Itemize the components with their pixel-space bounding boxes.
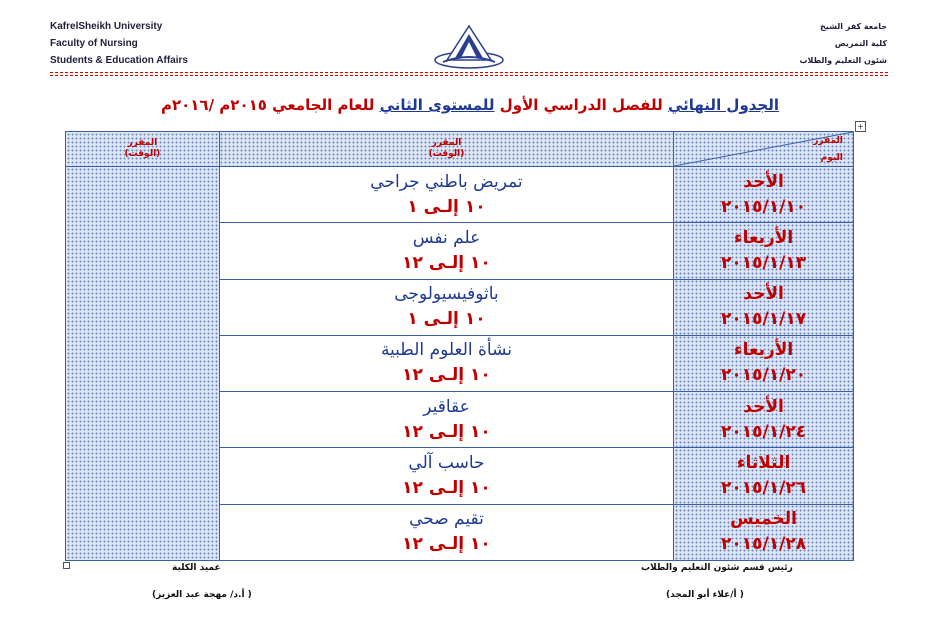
day-cell bbox=[674, 167, 854, 223]
schedule-table bbox=[65, 131, 854, 561]
course-cell bbox=[219, 448, 673, 504]
exam-date: ٢٠١٥/١/٢٤ bbox=[721, 421, 807, 442]
page-title bbox=[120, 96, 820, 114]
day-name: الأربعاء bbox=[733, 340, 794, 361]
exam-date: ٢٠١٥/١/٢٦ bbox=[721, 478, 807, 499]
exam-date: ٢٠١٥/١/١٠ bbox=[721, 196, 807, 217]
header-left bbox=[50, 18, 188, 69]
university-logo-icon bbox=[433, 22, 505, 70]
header-mid-cell bbox=[219, 132, 673, 167]
day-name: الأحد bbox=[743, 284, 784, 305]
course-name: نشأة العلوم الطبية bbox=[380, 340, 512, 361]
course-time: ١٠ إلـى ١٢ bbox=[402, 252, 491, 273]
title-part-2: للفصل الدراسي الأول bbox=[499, 96, 663, 114]
day-name: الخميس bbox=[730, 509, 797, 530]
header-diag-course: المقرر bbox=[813, 136, 843, 146]
day-cell bbox=[674, 448, 854, 504]
course-cell bbox=[219, 335, 673, 391]
course-cell bbox=[219, 279, 673, 335]
day-name: الأحد bbox=[743, 171, 784, 192]
table-move-handle-icon[interactable]: + bbox=[855, 121, 866, 132]
faculty-name-en: Faculty of Nursing bbox=[50, 38, 138, 49]
affairs-name-en: Students & Education Affairs bbox=[50, 55, 188, 66]
exam-date: ٢٠١٥/١/١٧ bbox=[721, 309, 807, 330]
day-cell bbox=[674, 223, 854, 279]
course-name: حاسب آلي bbox=[408, 453, 485, 474]
dean-title: عميد الكلية bbox=[172, 563, 221, 573]
header-diagonal-cell bbox=[674, 132, 854, 167]
day-name: الأحد bbox=[743, 396, 784, 417]
exam-date: ٢٠١٥/١/٢٨ bbox=[721, 534, 807, 555]
course-time: ١٠ إلـى ١٢ bbox=[402, 421, 491, 442]
table-header-row bbox=[66, 132, 854, 167]
title-part-3: للمستوى الثاني bbox=[379, 96, 495, 114]
exam-date: ٢٠١٥/١/٢٠ bbox=[721, 365, 807, 386]
faculty-name-ar: كلية التمريض bbox=[834, 39, 887, 48]
course-time: ١٠ إلـى ١٢ bbox=[402, 478, 491, 499]
day-cell bbox=[674, 335, 854, 391]
header-mid-time: (الوقت) bbox=[428, 149, 465, 159]
day-cell bbox=[674, 504, 854, 560]
affairs-name-ar: شئون التعليم والطلاب bbox=[799, 56, 887, 65]
course-time: ١٠ إلـى ١٢ bbox=[402, 365, 491, 386]
course-cell bbox=[219, 223, 673, 279]
day-cell bbox=[674, 392, 854, 448]
table-row bbox=[66, 167, 854, 223]
course-cell bbox=[219, 392, 673, 448]
day-cell bbox=[674, 279, 854, 335]
course-time: ١٠ إلـى ١ bbox=[407, 196, 486, 217]
header-divider-2 bbox=[50, 75, 888, 76]
head-title: رئيس قسم شئون التعليم والطلاب bbox=[641, 563, 793, 573]
header-diag-day: اليوم bbox=[820, 153, 843, 163]
header-left-cell bbox=[66, 132, 220, 167]
dean-name: ( أ.د/ مهجة عبد العزيز) bbox=[152, 590, 252, 600]
course-name: تمريض باطني جراحي bbox=[370, 171, 523, 192]
course-time: ١٠ إلـى ١٢ bbox=[402, 534, 491, 555]
course-time: ١٠ إلـى ١ bbox=[407, 309, 486, 330]
header-mid-course: المقرر bbox=[431, 138, 462, 148]
head-name: ( أ/علاء أبو المجد) bbox=[666, 590, 744, 600]
header-divider bbox=[50, 72, 888, 73]
text-anchor-icon bbox=[63, 562, 70, 569]
course-name: باثوفيسيولوجى bbox=[394, 284, 499, 305]
university-name-ar: جامعة كفر الشيخ bbox=[820, 22, 887, 31]
header-right bbox=[799, 18, 887, 69]
exam-date: ٢٠١٥/١/١٣ bbox=[721, 252, 807, 273]
title-part-4: للعام الجامعي ٢٠١٥م /٢٠١٦م bbox=[160, 96, 375, 114]
day-name: الأربعاء bbox=[733, 227, 794, 248]
header-left-time: (الوقت) bbox=[124, 149, 161, 159]
course-cell bbox=[219, 167, 673, 223]
day-name: الثلاثاء bbox=[736, 453, 791, 474]
course-name: علم نفس bbox=[412, 227, 481, 248]
empty-column-cell bbox=[66, 167, 220, 561]
course-cell bbox=[219, 504, 673, 560]
header-left-course: المقرر bbox=[127, 138, 158, 148]
course-name: تقيم صحي bbox=[409, 509, 484, 530]
title-part-1: الجدول النهائي bbox=[667, 96, 780, 114]
university-name-en: KafrelSheikh University bbox=[50, 21, 163, 32]
course-name: عقاقير bbox=[423, 396, 470, 417]
